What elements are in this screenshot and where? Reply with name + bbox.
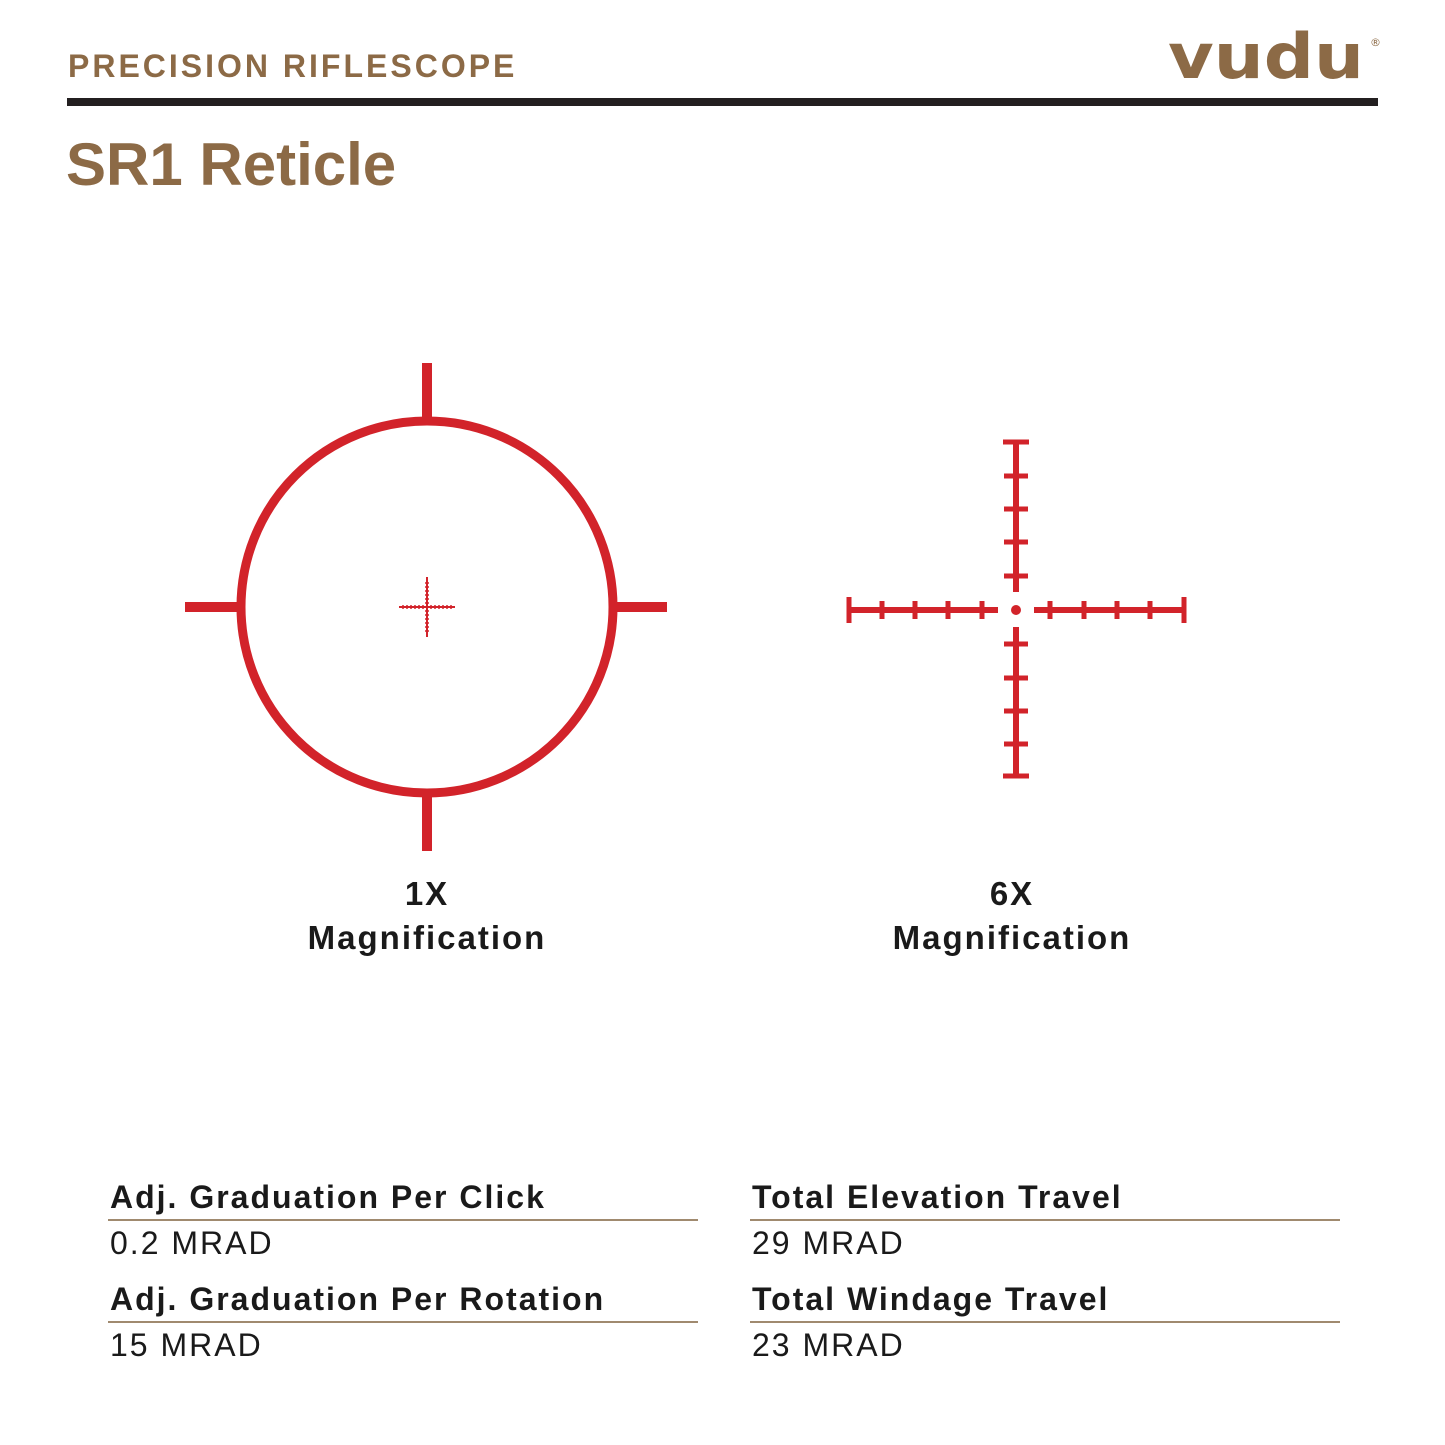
page-title: SR1 Reticle xyxy=(66,131,397,198)
spec-label: Total Elevation Travel xyxy=(752,1179,1123,1215)
reticle-6x-label xyxy=(812,872,1212,960)
registered-mark: ® xyxy=(1370,36,1381,49)
spec-graduation-per-rotation xyxy=(108,1279,698,1367)
magnification-caption: Magnification xyxy=(892,919,1132,956)
magnification-caption: Magnification xyxy=(307,919,547,956)
brand-wordmark: vudu xyxy=(1168,28,1364,88)
reticle-1x-label xyxy=(227,872,627,960)
spec-label: Total Windage Travel xyxy=(752,1281,1110,1317)
header-divider xyxy=(67,98,1378,106)
magnification-power: 1X xyxy=(404,875,450,912)
spec-total-elevation-travel xyxy=(750,1177,1340,1265)
spec-graduation-per-click xyxy=(108,1177,698,1265)
reticle-6x-diagram xyxy=(835,355,1205,795)
spec-label: Adj. Graduation Per Click xyxy=(110,1179,546,1215)
brand-logo xyxy=(1168,28,1383,88)
magnification-power: 6X xyxy=(989,875,1035,912)
product-category: PRECISION RIFLESCOPE xyxy=(68,48,518,84)
spec-value: 29 MRAD xyxy=(752,1225,905,1261)
spec-value: 15 MRAD xyxy=(110,1327,263,1363)
spec-value: 23 MRAD xyxy=(752,1327,905,1363)
spec-value: 0.2 MRAD xyxy=(110,1225,274,1261)
spec-label: Adj. Graduation Per Rotation xyxy=(110,1281,606,1317)
spec-total-windage-travel xyxy=(750,1279,1340,1367)
reticle-1x-diagram xyxy=(175,355,685,865)
center-dot xyxy=(1011,605,1021,615)
